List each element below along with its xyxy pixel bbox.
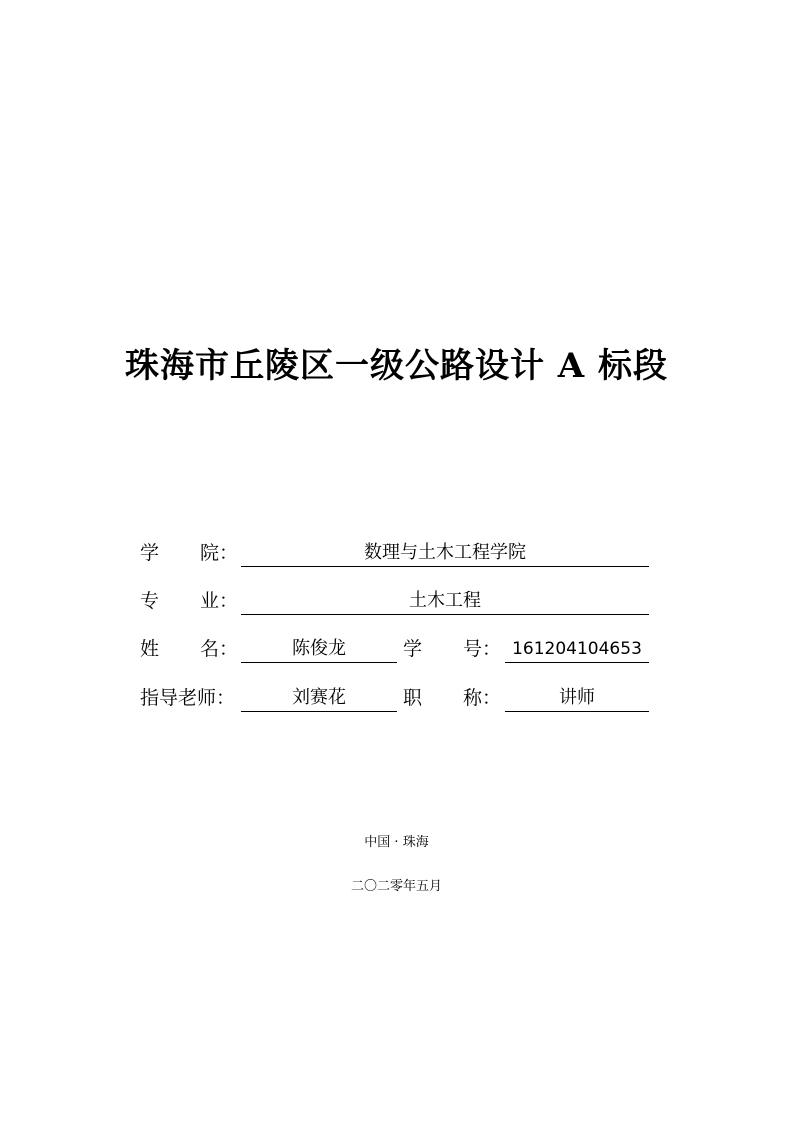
advisor-value: 刘赛花 (241, 683, 397, 712)
student-id-label-b: 号： (463, 638, 502, 660)
advisor-title-value: 讲师 (505, 683, 649, 712)
college-label-b: 院： (200, 542, 239, 564)
major-value: 土木工程 (241, 586, 649, 615)
college-label-a: 学 (140, 542, 160, 564)
document-title: 珠海市丘陵区一级公路设计 A 标段 (124, 346, 669, 386)
advisor-title-label-a: 职 (403, 687, 423, 709)
advisor-row (0, 683, 793, 713)
college-row (0, 538, 793, 568)
name-label-a: 姓 (140, 638, 160, 660)
name-row (0, 634, 793, 664)
major-label-a: 专 (140, 590, 160, 612)
major-row (0, 586, 793, 616)
name-value: 陈俊龙 (241, 634, 397, 663)
advisor-label: 指导老师： (140, 687, 236, 709)
major-label-b: 业： (200, 590, 239, 612)
name-label-b: 名： (200, 638, 239, 660)
student-id-value: 161204104653 (505, 634, 649, 663)
college-value: 数理与土木工程学院 (241, 538, 649, 567)
student-id-label-a: 学 (403, 638, 423, 660)
advisor-title-label-b: 称： (463, 687, 502, 709)
footer-location: 中国 · 珠海 (364, 835, 429, 850)
footer-date: 二〇二零年五月 (350, 879, 442, 894)
